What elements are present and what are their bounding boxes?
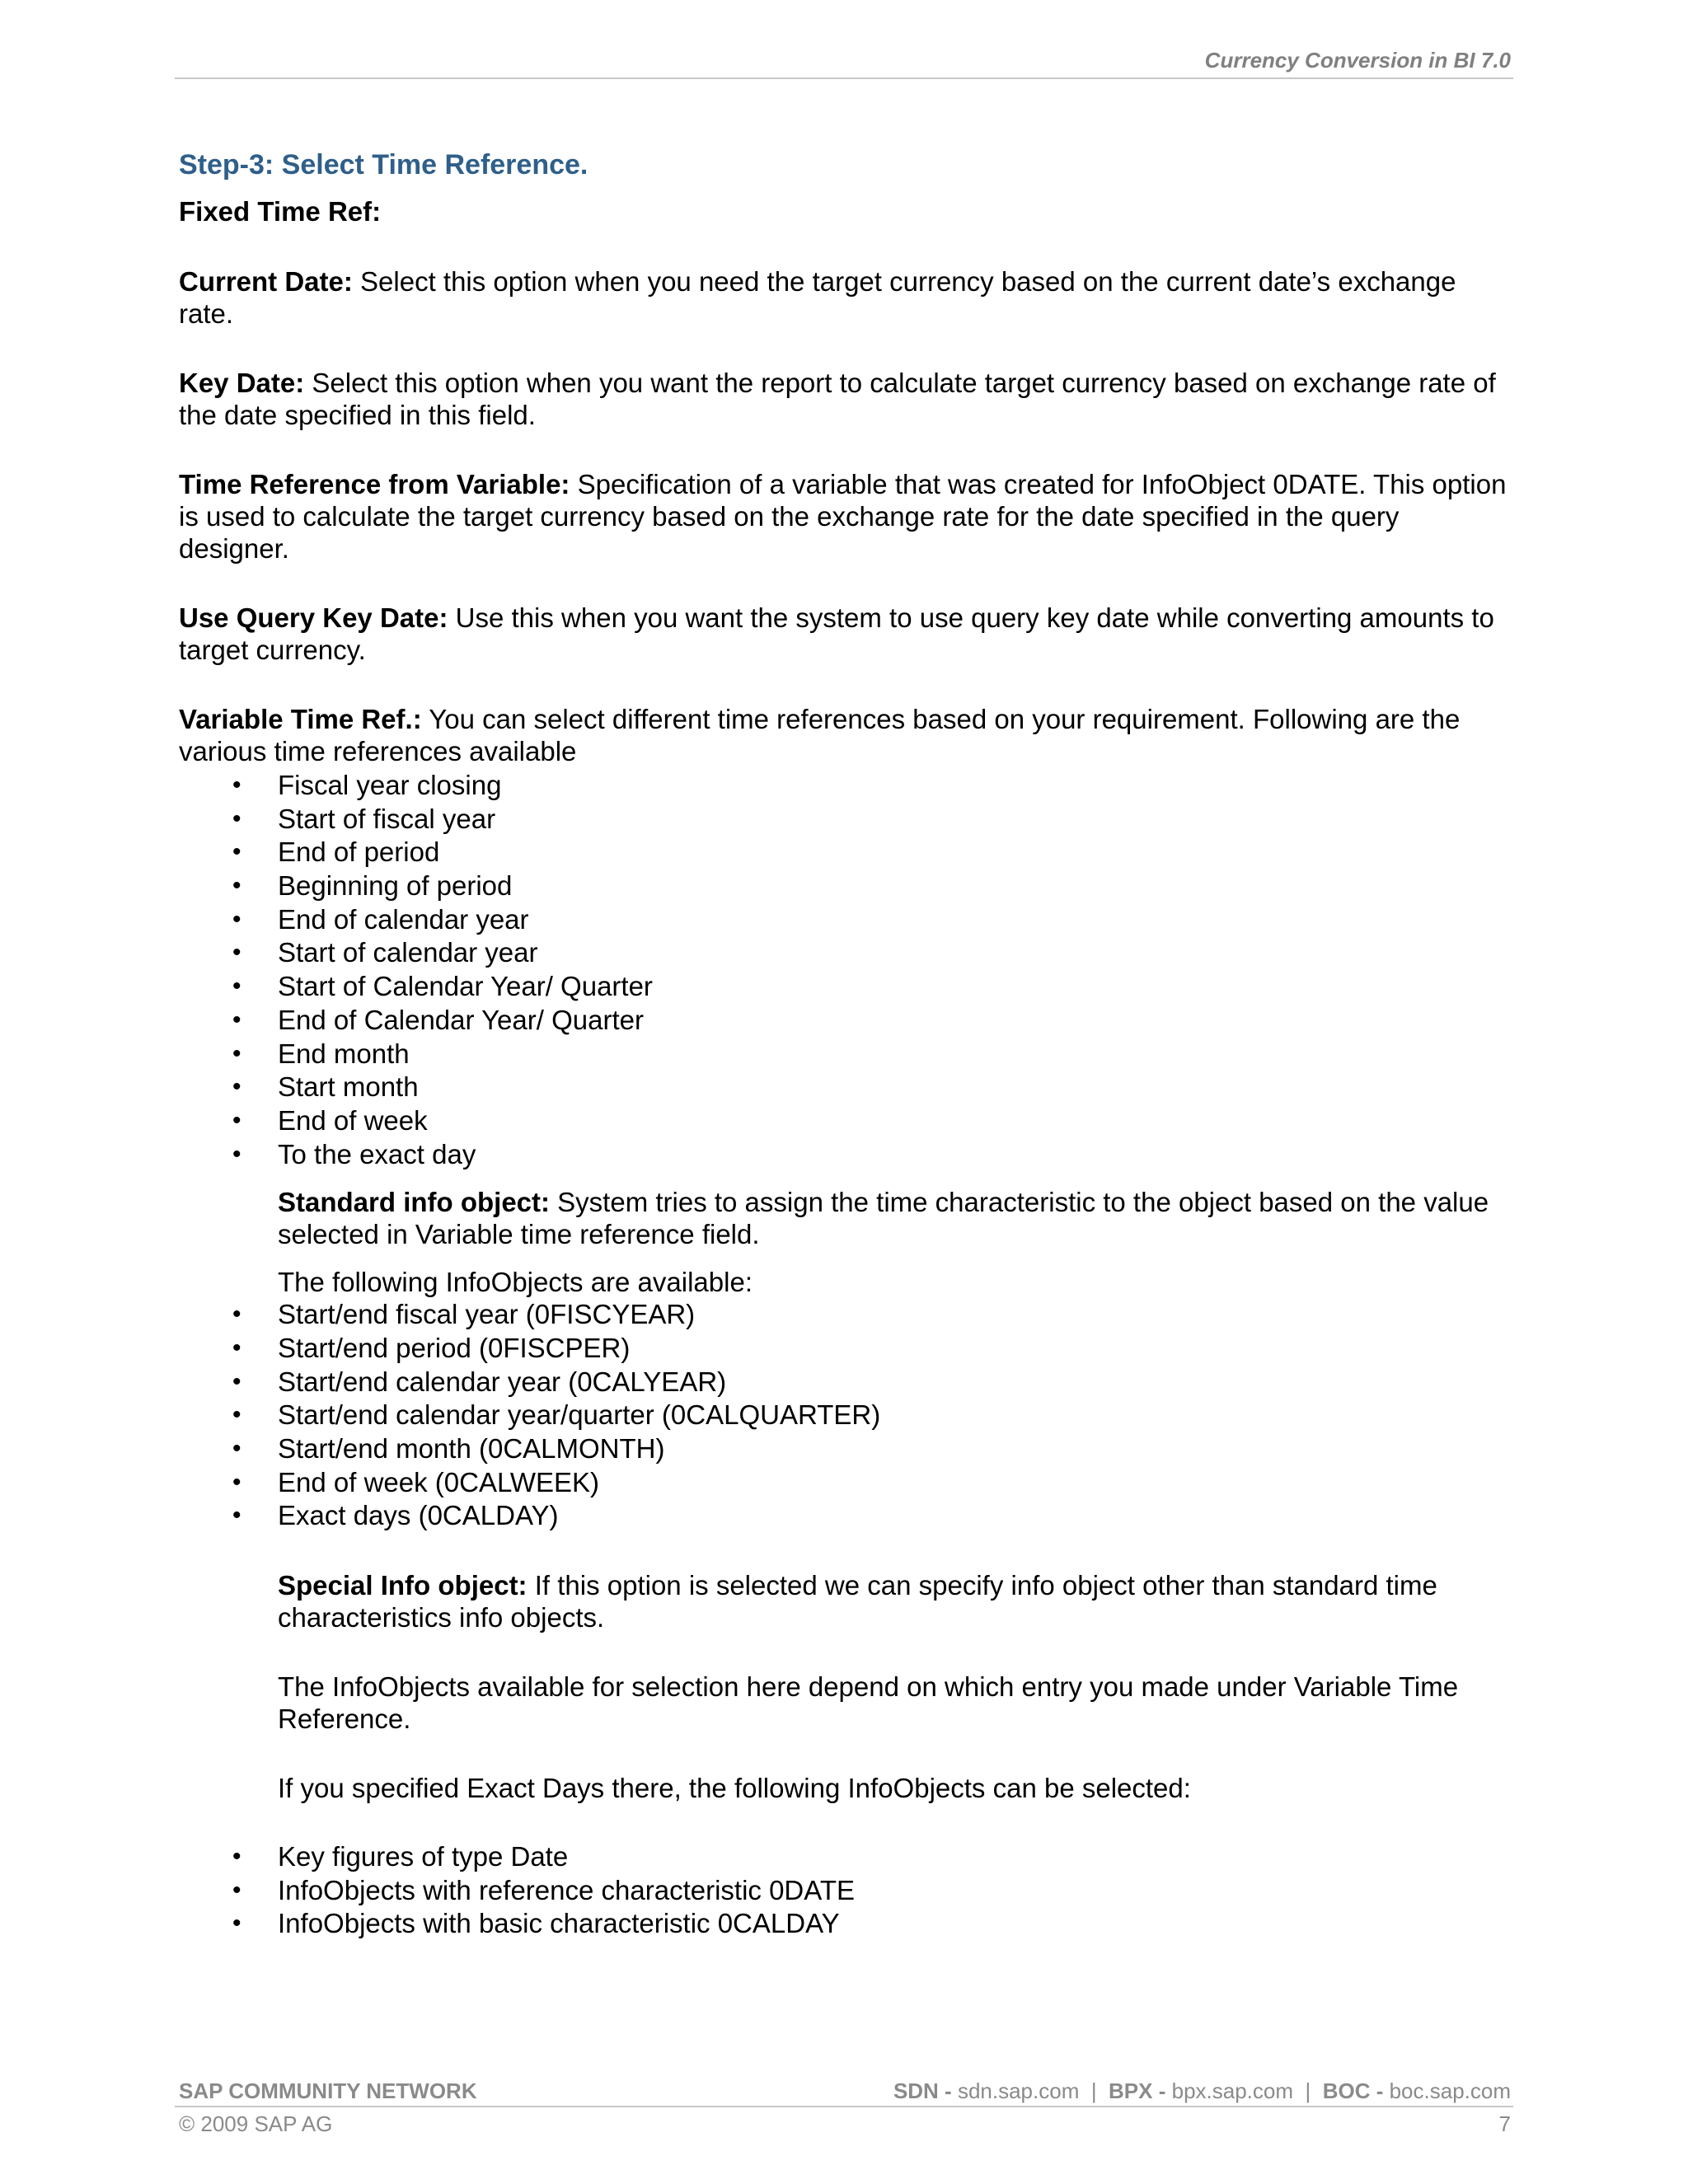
bullet-icon: • bbox=[232, 1367, 241, 1395]
list-item: • Exact days (0CALDAY) bbox=[179, 1499, 1514, 1533]
bullet-icon: • bbox=[232, 1005, 241, 1033]
key-date-paragraph bbox=[179, 367, 1514, 431]
footer-network-name: SAP COMMUNITY NETWORK bbox=[179, 2079, 477, 2103]
bullet-icon: • bbox=[232, 804, 241, 832]
footer-link-bpx-label: BPX - bbox=[1109, 2079, 1166, 2103]
standard-info-object-intro: The following InfoObjects are available: bbox=[278, 1267, 753, 1298]
footer-link-bpx[interactable]: bpx.sap.com bbox=[1171, 2079, 1294, 2103]
current-date-label: Current Date: bbox=[179, 266, 353, 297]
time-ref-variable-label: Time Reference from Variable: bbox=[179, 469, 570, 499]
special-info-object-label: Special Info object: bbox=[278, 1570, 528, 1601]
special-info-object-dependency: The InfoObjects available for selection here depend on which entry you made under Variable Time Reference. bbox=[278, 1671, 1459, 1735]
use-query-key-date-paragraph bbox=[179, 602, 1514, 666]
list-item: • Beginning of period bbox=[179, 869, 1514, 903]
list-item: • End month bbox=[179, 1038, 1514, 1071]
footer-links bbox=[893, 2079, 1511, 2104]
list-item: • End of calendar year bbox=[179, 903, 1514, 937]
list-item: • Start month bbox=[179, 1071, 1514, 1104]
footer-divider bbox=[175, 2106, 1513, 2107]
list-item: • Start of fiscal year bbox=[179, 803, 1514, 837]
header-divider bbox=[175, 77, 1513, 79]
bullet-icon: • bbox=[232, 1435, 241, 1462]
page-number: 7 bbox=[1498, 2111, 1511, 2136]
footer-link-sdn[interactable]: sdn.sap.com bbox=[957, 2079, 1080, 2103]
list-item: • End of period bbox=[179, 836, 1514, 869]
variable-time-ref-text: You can select different time references based on your requirement. Following are the various time references available bbox=[179, 704, 1461, 766]
list-item: • InfoObjects with basic characteristic 0CALDAY bbox=[179, 1907, 1514, 1941]
use-query-key-date-text: Use this when you want the system to use query key date while converting amounts to target currency. bbox=[179, 602, 1494, 665]
header-title: Currency Conversion in BI 7.0 bbox=[1204, 48, 1511, 73]
list-item: • Fiscal year closing bbox=[179, 769, 1514, 803]
bullet-icon: • bbox=[232, 905, 241, 933]
list-item: • Start of Calendar Year/ Quarter bbox=[179, 970, 1514, 1004]
bullet-icon: • bbox=[232, 1401, 241, 1429]
key-date-text: Select this option when you want the report to calculate target currency based on exchange rate of the date specified in this field. bbox=[179, 368, 1496, 430]
bullet-icon: • bbox=[232, 1301, 241, 1329]
footer-link-boc-label: BOC - bbox=[1322, 2079, 1384, 2103]
list-item: • Start of calendar year bbox=[179, 936, 1514, 970]
footer-link-boc[interactable]: boc.sap.com bbox=[1389, 2079, 1511, 2103]
document-body bbox=[179, 148, 1514, 1941]
time-ref-variable-paragraph bbox=[179, 468, 1514, 565]
standard-info-object-text: System tries to assign the time characteristic to the object based on the value selected in Variable time reference field. bbox=[278, 1187, 1489, 1250]
list-item: • Start/end calendar year (0CALYEAR) bbox=[179, 1366, 1514, 1399]
bullet-icon: • bbox=[232, 1140, 241, 1168]
bullet-icon: • bbox=[232, 1843, 241, 1871]
footer-separator: | bbox=[1305, 2079, 1311, 2103]
use-query-key-date-label: Use Query Key Date: bbox=[179, 602, 448, 633]
list-item: • End of Calendar Year/ Quarter bbox=[179, 1004, 1514, 1038]
bullet-icon: • bbox=[232, 1468, 241, 1496]
bullet-icon: • bbox=[232, 1106, 241, 1134]
time-ref-variable-text: Specification of a variable that was created for InfoObject 0DATE. This option is used to calculate the target currency based on the exchange rate for the date specified in the query designer. bbox=[179, 469, 1507, 564]
bullet-icon: • bbox=[232, 1502, 241, 1530]
list-item: • To the exact day bbox=[179, 1138, 1514, 1172]
variable-time-ref-paragraph bbox=[179, 703, 1514, 767]
key-date-label: Key Date: bbox=[179, 368, 305, 398]
list-item: • End of week bbox=[179, 1104, 1514, 1138]
variable-time-ref-label: Variable Time Ref.: bbox=[179, 704, 422, 734]
current-date-text: Select this option when you need the target currency based on the current date’s exchange rate. bbox=[179, 266, 1456, 329]
time-reference-list bbox=[179, 769, 1514, 1171]
step-heading: Step-3: Select Time Reference. bbox=[179, 149, 588, 180]
footer-copyright: © 2009 SAP AG bbox=[179, 2111, 333, 2136]
list-item: • Start/end month (0CALMONTH) bbox=[179, 1432, 1514, 1466]
current-date-paragraph bbox=[179, 265, 1514, 330]
list-item: • InfoObjects with reference characteristic 0DATE bbox=[179, 1874, 1514, 1908]
bullet-icon: • bbox=[232, 939, 241, 967]
bullet-icon: • bbox=[232, 1333, 241, 1361]
list-item: • End of week (0CALWEEK) bbox=[179, 1466, 1514, 1500]
special-infoobject-list bbox=[179, 1840, 1514, 1941]
standard-info-object-label: Standard info object: bbox=[278, 1187, 550, 1218]
special-info-object-paragraph bbox=[179, 1569, 1514, 1633]
bullet-icon: • bbox=[232, 1039, 241, 1067]
bullet-icon: • bbox=[232, 838, 241, 866]
footer-separator: | bbox=[1090, 2079, 1097, 2103]
list-item: • Start/end period (0FISCPER) bbox=[179, 1332, 1514, 1366]
bullet-icon: • bbox=[232, 1073, 241, 1101]
bullet-icon: • bbox=[232, 1910, 241, 1938]
bullet-icon: • bbox=[232, 872, 241, 900]
bullet-icon: • bbox=[232, 1876, 241, 1904]
special-info-object-text: If this option is selected we can specify info object other than standard time characteristics info objects. bbox=[278, 1570, 1437, 1633]
standard-infoobject-list bbox=[179, 1298, 1514, 1533]
footer-link-sdn-label: SDN - bbox=[893, 2079, 952, 2103]
list-item: • Key figures of type Date bbox=[179, 1840, 1514, 1874]
fixed-time-ref-heading: Fixed Time Ref: bbox=[179, 196, 382, 227]
bullet-icon: • bbox=[232, 771, 241, 799]
bullet-icon: • bbox=[232, 972, 241, 1001]
list-item: • Start/end fiscal year (0FISCYEAR) bbox=[179, 1298, 1514, 1332]
special-info-object-exact-days: If you specified Exact Days there, the following InfoObjects can be selected: bbox=[278, 1773, 1191, 1804]
list-item: • Start/end calendar year/quarter (0CALQUARTER) bbox=[179, 1399, 1514, 1432]
standard-info-object-paragraph bbox=[179, 1186, 1514, 1250]
